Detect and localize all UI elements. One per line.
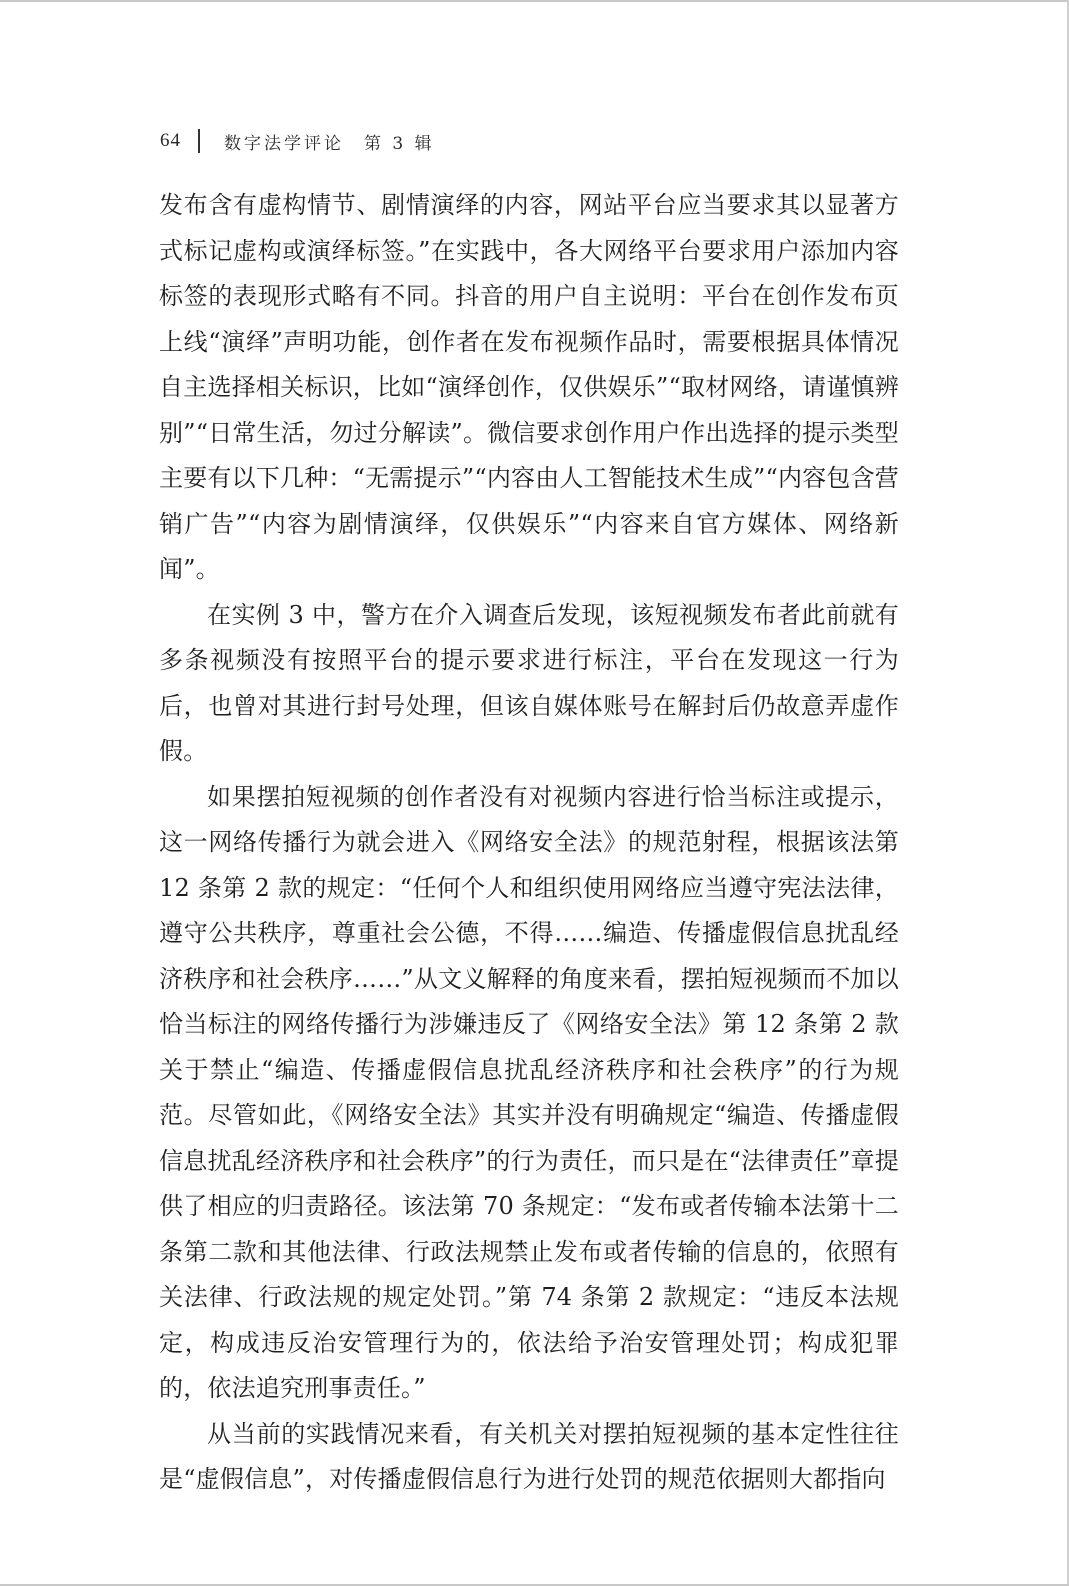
header-divider xyxy=(198,129,200,153)
paragraph-practice: 从当前的实践情况来看，有关机关对摆拍短视频的基本定性往往是“虚假信息”，对传播虚假信息行为进行处罚的规范依据则大都指向 xyxy=(159,1419,899,1493)
paragraph-case-3: 在实例 3 中，警方在介入调查后发现，该短视频发布者此前就有多条视频没有按照平台的提示要求进行标注，平台在发现这一行为后，也曾对其进行封号处理，但该自媒体账号在解封后仍故意弄虚作假。 xyxy=(159,600,899,765)
running-header xyxy=(160,126,920,156)
paragraph-continued: 发布含有虚构情节、剧情演绎的内容，网站平台应当要求其以显著方式标记虚构或演绎标签。”在实践中，各大网络平台要求用户添加内容标签的表现形式略有不同。抖音的用户自主说明：平台在创作发布页上线“演绎”声明功能，创作者在发布视频作品时，需要根据具体情况自主选择相关标识，比如“演绎创作，仅供娱乐”“取材网络，请谨慎辨别”“日常生活，勿过分解读”。微信要求创作用户作出选择的提示类型主要有以下几种：“无需提示”“内容由人工智能技术生成”“内容包含营销广告”“内容为剧情演绎，仅供娱乐”“内容来自官方媒体、网络新闻”。 xyxy=(159,191,899,583)
page-number: 64 xyxy=(160,130,181,151)
body-text xyxy=(159,183,899,1503)
book-title: 数字法学评论 第 3 辑 xyxy=(224,133,435,154)
paragraph-cybersecurity-law: 如果摆拍短视频的创作者没有对视频内容进行恰当标注或提示，这一网络传播行为就会进入《网络安全法》的规范射程，根据该法第 12 条第 2 款的规定：“任何个人和组织使用网络应当遵守宪法法律，遵守公共秩序，尊重社会公德，不得……编造、传播虚假信息扰乱经济秩序和社会秩序……”从文义解释的角度来看，摆拍短视频而不加以恰当标注的网络传播行为涉嫌违反了《网络安全法》第 12 条第 2 款关于禁止“编造、传播虚假信息扰乱经济秩序和社会秩序”的行为规范。尽管如此，《网络安全法》其实并没有明确规定“编造、传播虚假信息扰乱经济秩序和社会秩序”的行为责任，而只是在“法律责任”章提供了相应的归责路径。该法第 70 条规定：“发布或者传输本法第十二条第二款和其他法律、行政法规禁止发布或者传输的信息的，依照有关法律、行政法规的规定处罚。”第 74 条第 2 款规定：“违反本法规定，构成违反治安管理行为的，依法给予治安管理处罚；构成犯罪的，依法追究刑事责任。” xyxy=(159,782,899,1402)
